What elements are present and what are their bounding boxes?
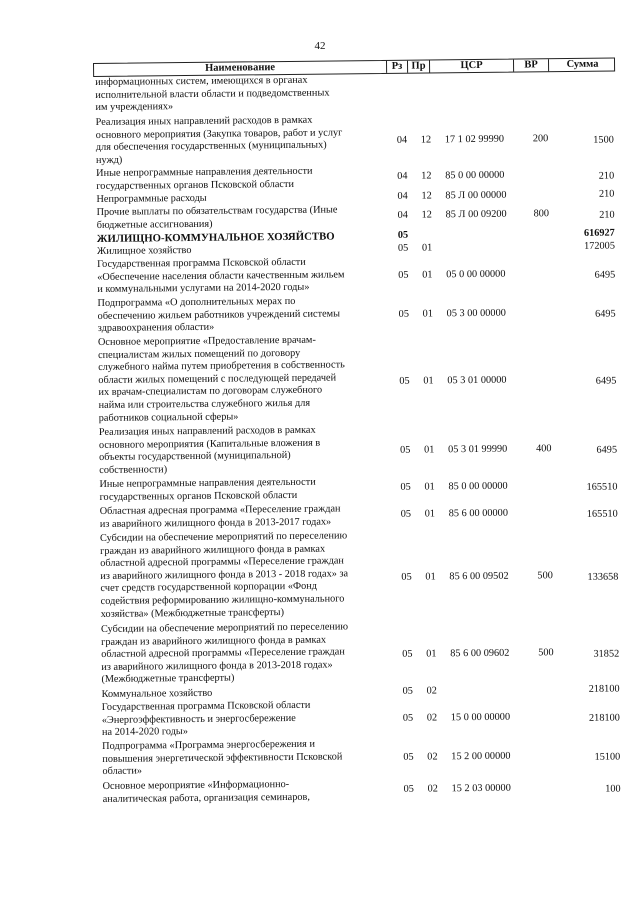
row-name-line: объекты государственной (муниципальной) [99,450,291,464]
row-name-line: (Межбюджетные трансферты) [101,672,235,686]
row-name [93,74,385,115]
cell-rz: 05 [400,481,411,493]
cell-vr: 500 [538,647,554,659]
cell-sum: 210 [599,209,615,221]
table-row [95,293,617,337]
header-vr: ВР [514,59,549,71]
header-sum: Сумма [566,58,599,71]
row-name [100,738,392,779]
row-name-line: здравоохранения области» [97,321,215,335]
table-row [96,332,619,427]
cell-sum: 6495 [595,308,616,320]
row-name [98,503,390,531]
cell-sum: 172005 [583,240,616,252]
row-name [95,256,387,297]
row-name-line: аналитическая работа, организация семинаров, [102,791,310,805]
cell-pr: 01 [421,242,433,254]
budget-table [93,58,623,863]
row-name-line: найма или строительства служебного жилья для [98,397,311,411]
header-rz: Рз [387,61,408,73]
row-name-line: и коммунальными услугами на 2014-2020 годы» [97,281,310,296]
row-name-line: Субсидии на обеспечение мероприятий по переселению [100,621,349,635]
cell-rz: 05 [398,269,409,281]
table-row [95,254,617,298]
cell-csr: 05 3 00 00000 [446,307,506,320]
header-csr: ЦСР [430,60,514,73]
cell-pr: 01 [425,571,436,583]
row-name-line: нужд) [95,154,123,166]
cell-pr: 02 [427,751,438,763]
row-name [98,530,391,621]
row-name-line: Государственная программа Псковской области [101,699,311,713]
row-name-line: «Энергоэффективность и энергосбережение [101,712,296,726]
cell-rz: 05 [400,508,412,520]
row-name-line: Иные непрограммные направления деятельности [96,165,313,179]
cell-pr: 01 [423,375,434,387]
cell-pr: 01 [424,444,435,456]
cell-rz: 04 [397,209,408,221]
cell-rz: 05 [401,571,412,583]
cell-csr: 05 3 01 99990 [448,443,508,456]
row-name-line: области» [102,765,143,778]
row-name [97,476,389,504]
cell-pr: 01 [422,269,433,281]
row-name-line: «Обеспечение населения области качественным жильем [97,268,345,283]
row-name-line: областной адресной программы «Переселение граждан [101,646,345,661]
row-name-line: счет средств государственной корпорации «Фонд [100,581,318,595]
cell-vr: 800 [533,208,550,220]
row-name-line: работников социальной сферы» [98,411,239,424]
row-name-line: бюджетные ассигнования) [96,218,213,231]
row-name-line: Непрограммные расходы [96,192,207,205]
cell-sum: 210 [598,188,615,200]
row-name [94,114,387,167]
cell-csr: 85 6 00 09602 [450,647,510,660]
row-name-line: ЖИЛИЩНО-КОММУНАЛЬНОЕ ХОЗЯЙСТВО [96,230,335,245]
cell-csr: 05 3 01 00000 [447,374,507,387]
row-name-line: специалистам жилых помещений по договору [98,347,301,361]
cell-csr: 85 6 00 09502 [449,570,509,583]
row-name-line: из аварийного жилищного фонда в 2013 - 2018 годах» за [100,568,349,582]
row-name-line: повышения энергетической эффективности Псковской [102,751,343,765]
row-name-line: государственных органов Псковской области [96,178,295,192]
cell-sum: 218100 [588,683,620,695]
table-row [101,775,623,806]
row-name-line: исполнительной власти области и подведомственных [95,87,330,101]
row-name-line: содействия реформированию жилищно-коммунального [100,593,345,607]
row-name-line: служебного найма путем приобретения в собственность [98,359,345,374]
row-name-line: информационных систем, имеющихся в органах [95,74,308,88]
cell-csr: 15 0 00 00000 [450,711,511,724]
row-name-line: их врачам-специалистам по договорам служебного [98,384,323,399]
cell-sum: 100 [605,783,621,795]
table-row [99,619,622,689]
cell-pr: 12 [421,170,432,182]
cell-rz: 05 [403,751,414,763]
cell-sum: 31852 [593,648,620,660]
cell-rz: 04 [397,190,408,202]
row-name-line: Основное мероприятие «Предоставление врачам- [97,334,316,348]
cell-rz: 05 [397,242,409,254]
cell-sum: 6495 [595,375,617,387]
cell-pr: 12 [420,134,432,146]
row-name-line: Субсидии на обеспечение мероприятий по переселению [99,530,348,544]
cell-csr: 17 1 02 99990 [444,133,505,146]
cell-sum: 6495 [594,269,616,281]
row-name-line: для обеспечения государственных (муниципальных) [95,139,327,154]
cell-sum: 165510 [586,481,618,493]
cell-rz: 05 [403,783,414,795]
cell-rz: 05 [402,712,414,724]
cell-csr: 15 2 03 00000 [451,782,511,795]
row-name-line: Реализация иных направлений расходов в рамках [98,424,316,438]
cell-rz: 05 [398,308,410,320]
cell-rz: 05 [400,444,411,456]
cell-vr: 500 [537,570,553,582]
row-name [95,204,387,232]
cell-pr: 01 [424,481,435,493]
row-name-line: им учреждениях» [95,101,174,114]
row-name-line: областной адресной программы «Переселение граждан [100,555,344,570]
cell-csr: 85 0 00 00000 [448,480,508,493]
row-name [94,165,386,193]
row-name [96,334,389,425]
cell-csr: 85 Л 00 00000 [445,189,507,202]
cell-pr: 01 [422,308,434,320]
row-name-line: собственности) [99,464,168,476]
cell-csr: 85 Л 00 09200 [445,208,507,221]
cell-rz: 05 [397,229,409,241]
cell-rz: 05 [402,685,413,697]
row-name-line: Основное мероприятие «Информационно- [102,778,290,792]
table-row [100,735,622,780]
table-row [100,696,622,740]
row-name [95,295,387,336]
cell-sum: 218100 [588,712,620,724]
row-name-line: обеспечению жильем работников учреждений системы [97,308,341,322]
row-name-line: государственных органов Псковской области [99,489,298,503]
row-name-line: Коммунальное хозяйство [101,687,213,700]
cell-sum: 15100 [594,751,621,763]
cell-sum: 133658 [587,571,619,583]
row-name-line: Областная адресная программа «Переселение граждан [99,503,341,517]
row-name-line: из аварийного жилищного фонда в 2013-2017 годах» [99,516,332,530]
cell-vr: 200 [532,133,549,145]
row-name-line: из аварийного жилищного фонда в 2013-2018 годах» [101,659,333,673]
row-name-line: на 2014-2020 годы» [101,726,189,739]
table-row [97,422,620,479]
cell-pr: 02 [426,685,437,697]
cell-sum: 210 [598,170,615,182]
cell-rz: 04 [397,170,408,182]
row-name [101,778,393,806]
row-name-line: Подпрограмма «О дополнительных мерах по [97,295,296,309]
cell-pr: 01 [424,508,436,520]
row-name-line: Иные непрограммные направления деятельности [99,476,316,490]
cell-pr: 12 [421,209,432,221]
cell-pr: 01 [426,648,437,660]
row-name-line: граждан из аварийного жилищного фонда в рамках [100,543,326,557]
row-name-line: области жилых помещений с последующей передачей [98,372,337,386]
cell-vr: 400 [536,443,552,455]
row-name-line: Реализация иных направлений расходов в рамках [95,114,313,128]
row-name [100,699,392,740]
cell-pr: 02 [426,712,438,724]
cell-csr: 15 2 00 00000 [451,750,511,763]
table-row [98,528,621,624]
page-number: 42 [314,40,326,52]
cell-csr: 05 0 00 00000 [446,268,506,281]
cell-csr: 85 0 00 00000 [445,169,505,182]
row-name [99,621,392,687]
row-name-line: граждан из аварийного жилищного фонда в рамках [101,634,327,648]
cell-sum: 6495 [596,444,618,456]
row-name-line: Подпрограмма «Программа энергосбережения и [102,738,316,752]
row-name-line: Государственная программа Псковской области [97,256,306,270]
cell-sum: 165510 [586,508,618,520]
cell-rz: 05 [402,648,413,660]
table-body [93,72,623,807]
row-name-line: основного мероприятия (Капитальные вложения в [98,437,321,451]
cell-pr: 12 [421,190,432,202]
table-row [93,72,615,117]
cell-sum: 1500 [593,134,614,146]
row-name-line: основного мероприятия (Закупка товаров, работ и услуг [95,126,343,141]
header-name: Наименование [94,61,387,76]
row-name-line: хозяйства» (Межбюджетные трансферты) [100,606,285,620]
row-name [97,424,390,477]
cell-pr: 02 [427,783,438,795]
header-pr: Пр [408,60,430,72]
row-name-line: Жилищное хозяйство [96,244,192,257]
table-row [94,112,617,168]
cell-sum: 616927 [583,227,615,239]
row-name-line: Прочие выплаты по обязательствам государства (Иные [96,204,338,218]
cell-csr: 85 6 00 00000 [448,507,509,520]
cell-rz: 05 [399,375,410,387]
cell-rz: 04 [396,134,408,146]
